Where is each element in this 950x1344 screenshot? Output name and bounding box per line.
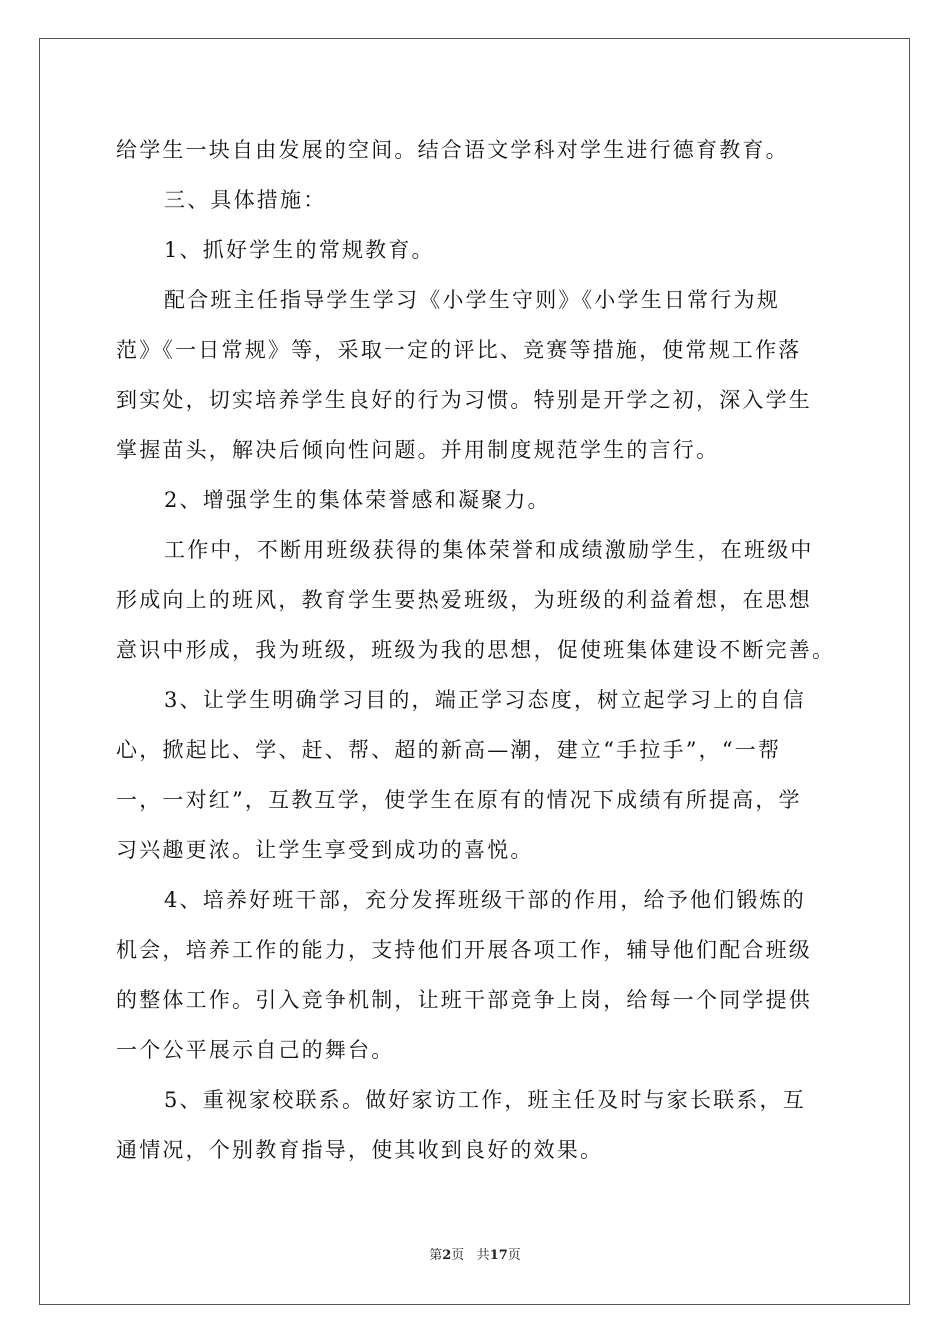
footer-total-pages: 17 [489,1248,508,1263]
text-line: 工作中，不断用班级获得的集体荣誉和成绩激励学生，在班级中 [164,538,814,562]
text-line: 的整体工作。引入竞争机制，让班干部竞争上岗，给每一个同学提供 [116,988,812,1012]
text-line: 4、培养好班干部，充分发挥班级干部的作用，给予他们锻炼的 [164,888,806,912]
text-line: 3、让学生明确学习目的，端正学习态度，树立起学习上的自信 [164,688,806,712]
page-footer [0,1244,950,1263]
footer-total-prefix: 共 [476,1248,490,1263]
text-line: 习兴趣更浓。让学生享受到成功的喜悦。 [116,838,534,862]
text-line: 心，掀起比、学、赶、帮、超的新高—潮，建立“手拉手”，“一帮 [116,738,782,762]
text-line: 三、具体措施： [164,188,327,212]
footer-page-prefix: 第 [429,1248,443,1263]
text-line: 给学生一块自由发展的空间。结合语文学科对学生进行德育教育。 [116,138,789,162]
text-line: 到实处，切实培养学生良好的行为习惯。特别是开学之初，深入学生 [116,388,812,412]
text-line: 1、抓好学生的常规教育。 [164,238,435,262]
text-line: 掌握苗头，解决后倾向性问题。并用制度规范学生的言行。 [116,438,720,462]
text-line: 5、重视家校联系。做好家访工作，班主任及时与家长联系，互 [164,1088,806,1112]
footer-page-suffix: 页 [451,1248,465,1263]
text-line: 配合班主任指导学生学习《小学生守则》《小学生日常行为规 [164,288,780,312]
document-body [116,125,836,1175]
text-line: 意识中形成，我为班级，班级为我的思想，促使班集体建设不断完善。 [116,638,836,662]
text-line: 2、增强学生的集体荣誉感和凝聚力。 [164,488,551,512]
text-line: 一，一对红”，互教互学，使学生在原有的情况下成绩有所提高，学 [116,788,802,812]
text-line: 范》《一日常规》等，采取一定的评比、竞赛等措施，使常规工作落 [116,338,802,362]
text-line: 机会，培养工作的能力，支持他们开展各项工作，辅导他们配合班级 [116,938,812,962]
footer-total-suffix: 页 [507,1248,521,1263]
text-line: 形成向上的班风，教育学生要热爱班级，为班级的利益着想，在思想 [116,588,812,612]
footer-page-number: 2 [442,1248,452,1263]
text-line: 通情况，个别教育指导，使其收到良好的效果。 [116,1138,604,1162]
text-line: 一个公平展示自己的舞台。 [116,1038,395,1062]
